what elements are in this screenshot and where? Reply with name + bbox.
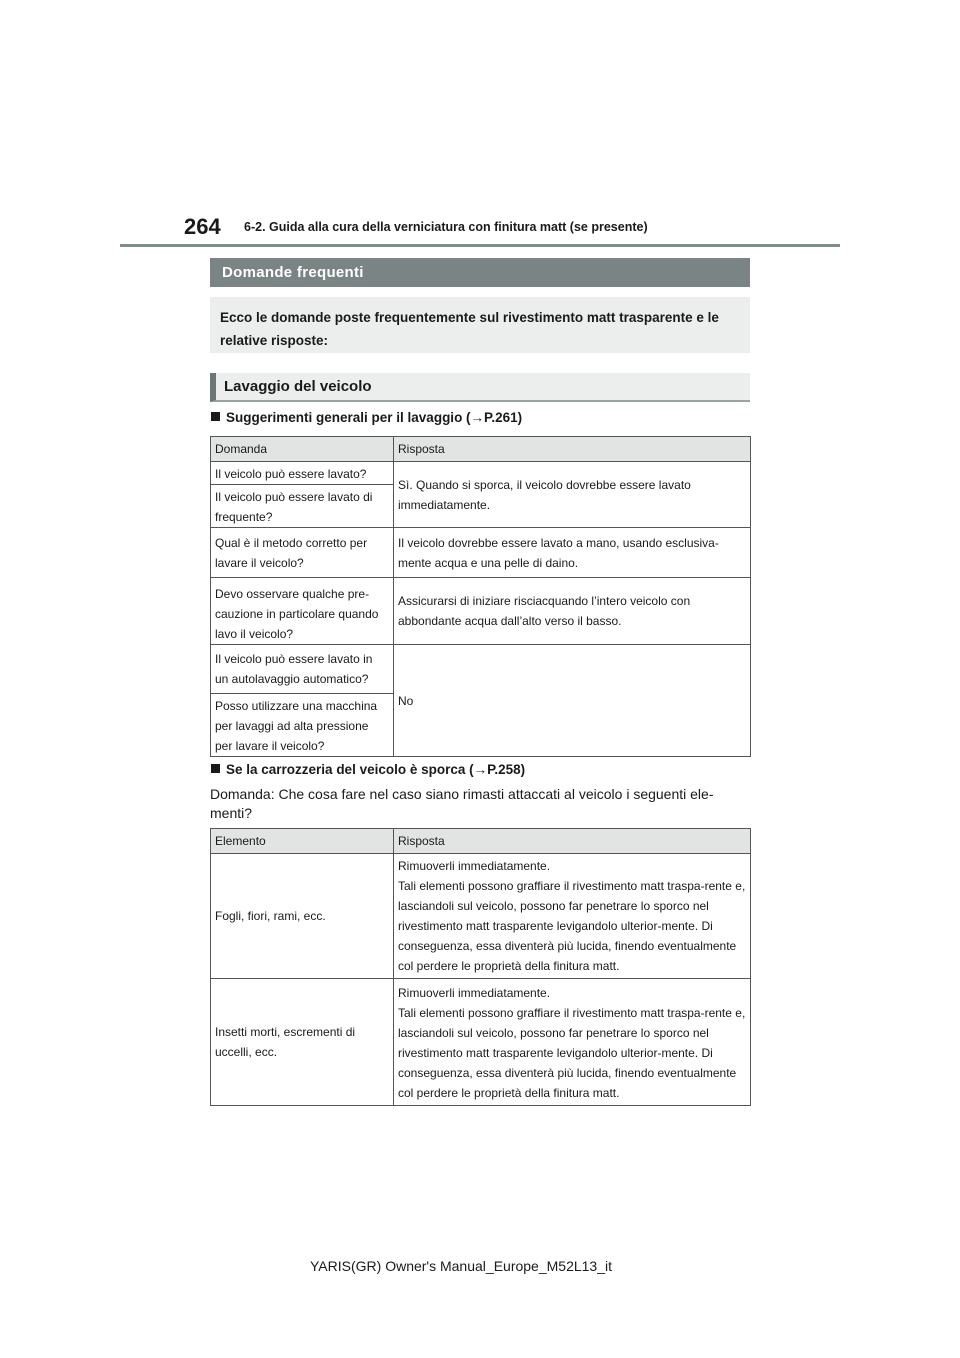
- answer-cell: No: [394, 645, 751, 757]
- answer-first-line: Rimuoverli immediatamente.: [398, 859, 551, 873]
- page-number: 264: [184, 214, 221, 239]
- question-cell: Qual è il metodo corretto per lavare il veicolo?: [211, 528, 394, 578]
- answer-first-line: Rimuoverli immediatamente.: [398, 986, 551, 1000]
- answer-cell: [394, 854, 751, 979]
- column-header-question: Domanda: [211, 437, 394, 462]
- section-intro: Ecco le domande poste frequentemente sul rivestimento matt trasparente e le relative risposte:: [210, 297, 750, 353]
- table-row: [211, 462, 751, 485]
- dirty-body-heading: [210, 762, 525, 777]
- chapter-title: 6-2. Guida alla cura della verniciatura con finitura matt (se presente): [244, 220, 648, 234]
- table-header-row: [211, 437, 751, 462]
- header-divider: [120, 244, 840, 247]
- table-header-row: [211, 829, 751, 854]
- subsection-title: Lavaggio del veicolo: [210, 373, 750, 402]
- question-cell: Il veicolo può essere lavato di frequente?: [211, 485, 394, 528]
- column-header-answer: Risposta: [394, 437, 751, 462]
- item-cell: Insetti morti, escrementi di uccelli, ecc.: [211, 979, 394, 1106]
- washing-tips-heading: [210, 410, 522, 425]
- item-cell: Fogli, fiori, rami, ecc.: [211, 854, 394, 979]
- answer-cell: Sì. Quando si sporca, il veicolo dovrebbe essere lavato immediatamente.: [394, 462, 751, 528]
- table-row: [211, 645, 751, 694]
- footer-manual-id: YARIS(GR) Owner's Manual_Europe_M52L13_it: [310, 1258, 612, 1274]
- answer-cell: Il veicolo dovrebbe essere lavato a mano, usando esclusiva-mente acqua e una pelle di daino.: [394, 528, 751, 578]
- column-header-item: Elemento: [211, 829, 394, 854]
- table-row: [211, 854, 751, 979]
- question-cell: Posso utilizzare una macchina per lavaggi ad alta pressione per lavare il veicolo?: [211, 694, 394, 757]
- answer-cell: [394, 979, 751, 1106]
- question-cell: Il veicolo può essere lavato in un autolavaggio automatico?: [211, 645, 394, 694]
- dirty-faq-table: [210, 828, 751, 1106]
- table-row: [211, 528, 751, 578]
- section-title: Domande frequenti: [210, 258, 750, 287]
- washing-faq-table: [210, 436, 751, 757]
- washing-tips-heading-text: Suggerimenti generali per il lavaggio (→P.261): [226, 410, 523, 425]
- square-bullet-icon: [211, 412, 220, 421]
- dirty-body-heading-text: Se la carrozzeria del veicolo è sporca (→P.258): [226, 762, 526, 777]
- answer-cell: Assicurarsi di iniziare risciacquando l’intero veicolo con abbondante acqua dall’alto verso il basso.: [394, 578, 751, 645]
- column-header-answer: Risposta: [394, 829, 751, 854]
- square-bullet-icon: [211, 764, 220, 773]
- question-cell: Il veicolo può essere lavato?: [211, 462, 394, 485]
- question-cell: Devo osservare qualche pre-cauzione in particolare quando lavo il veicolo?: [211, 578, 394, 645]
- dirty-question: Domanda: Che cosa fare nel caso siano rimasti attaccati al veicolo i seguenti ele-menti?: [210, 786, 714, 821]
- table-row: [211, 578, 751, 645]
- table-row: [211, 979, 751, 1106]
- answer-explanation: Tali elementi possono graffiare il rivestimento matt traspa-rente e, lasciandoli sul veicolo, possono far penetrare lo sporco nel rivestimento matt trasparente levigandolo ulterior-mente. Di conseguenza, essa diventerà più lucida, finendo eventualmente col perdere le proprietà della finitura matt.: [398, 879, 746, 973]
- answer-explanation: Tali elementi possono graffiare il rivestimento matt traspa-rente e, lasciandoli sul veicolo, possono far penetrare lo sporco nel rivestimento matt trasparente levigandolo ulterior-mente. Di conseguenza, essa diventerà più lucida, finendo eventualmente col perdere le proprietà della finitura matt.: [398, 1006, 746, 1100]
